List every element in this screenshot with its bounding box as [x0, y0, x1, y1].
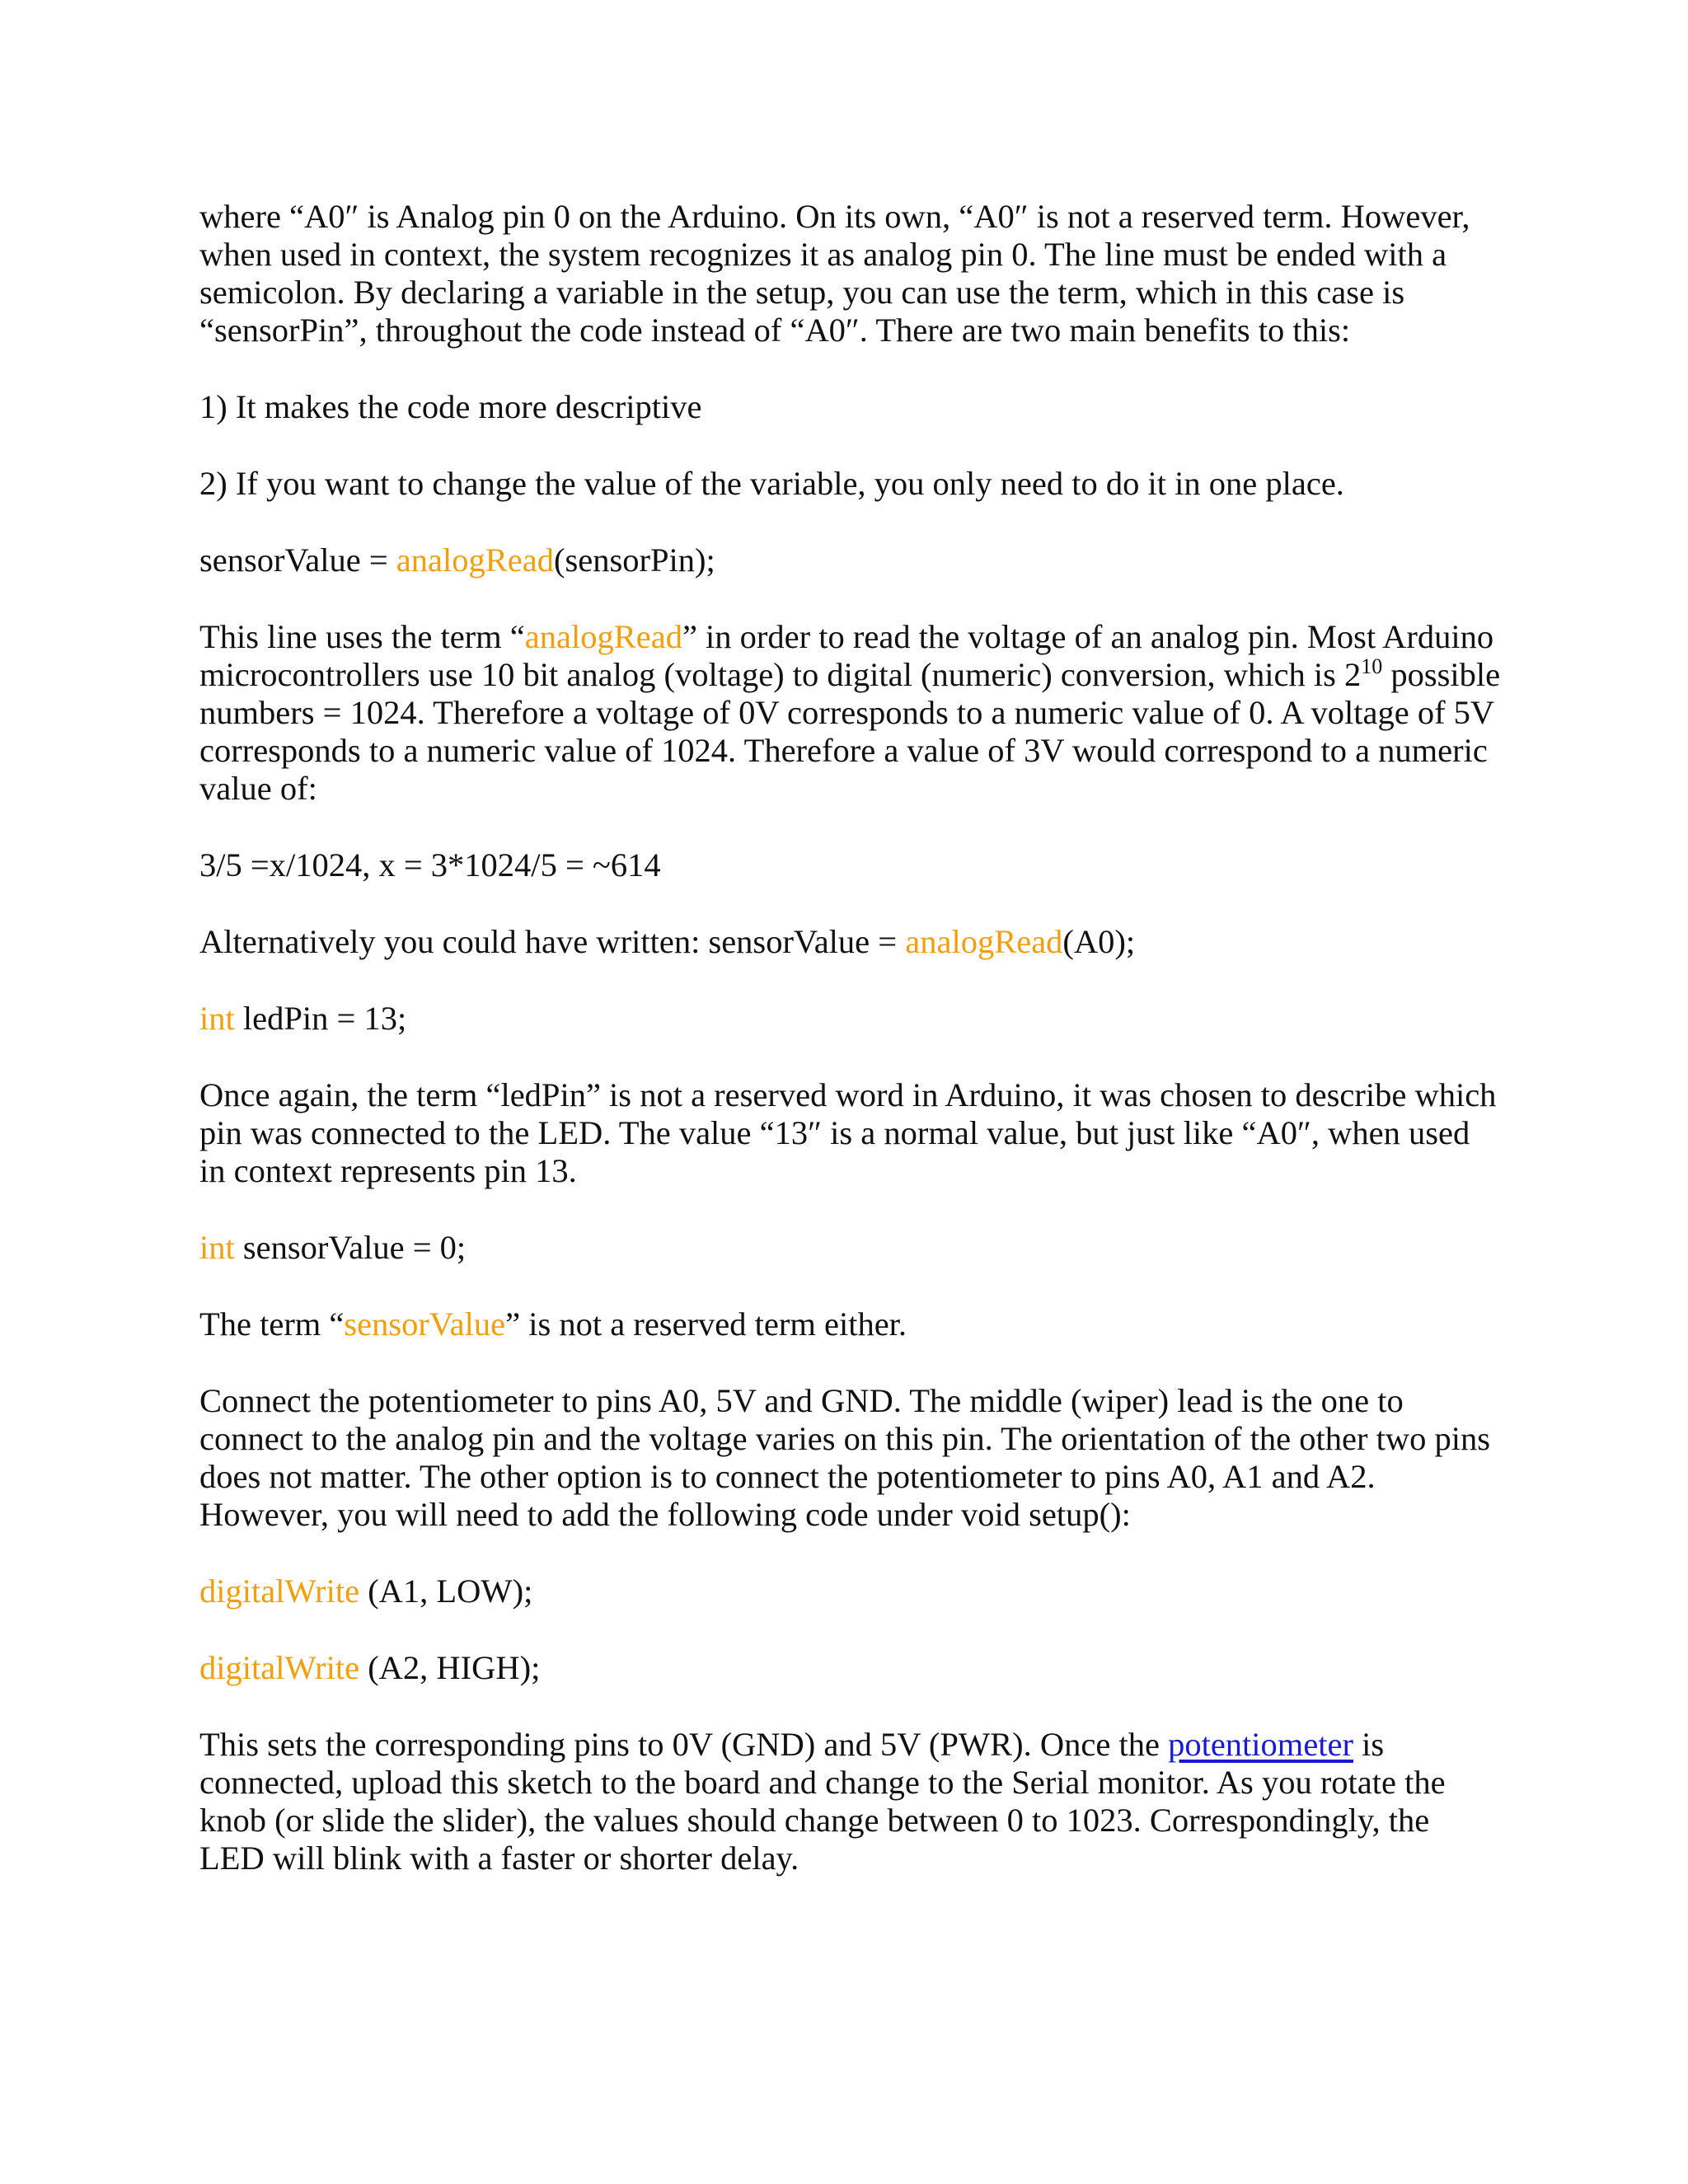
ledpin-paragraph: Once again, the term “ledPin” is not a reserved word in Arduino, it was chosen to describe which pin was connected to the LED. The value “13″ is a normal value, but just like “A0″, when used in context represents pin 13.	[199, 1076, 1497, 1189]
keyword-digitalwrite: digitalWrite	[199, 1649, 360, 1686]
final-paragraph	[199, 1726, 1502, 1877]
keyword-analogread: analogRead	[905, 923, 1063, 960]
intro-paragraph: where “A0″ is Analog pin 0 on the Arduino. On its own, “A0″ is not a reserved term. However, when used in context, the system recognizes it as analog pin 0. The line must be ended with a semicolon. By declaring a variable in the setup, you can use the term, which in this case is “sensorPin”, throughout the code instead of “A0″. There are two main benefits to this:	[199, 198, 1470, 349]
keyword-sensorvalue: sensorValue	[344, 1305, 506, 1343]
keyword-int: int	[199, 1000, 235, 1037]
keyword-analogread: analogRead	[396, 541, 554, 579]
code-line-digitalwrite-a1	[199, 1572, 1502, 1610]
code-text: sensorValue =	[199, 541, 396, 579]
benefit-item-2: 2) If you want to change the value of the variable, you only need to do it in one place.	[199, 465, 1344, 502]
alternative-line	[199, 923, 1502, 961]
code-text: (A0);	[1062, 923, 1136, 960]
formula-line: 3/5 =x/1024, x = 3*1024/5 = ~614	[199, 846, 661, 883]
keyword-int: int	[199, 1229, 235, 1266]
paragraph-text: is connected, upload this sketch to the board and change to the Serial monitor. As you rotate the knob (or slide the slider), the values should change between 0 to 1023. Correspondingly, the LED will blink with a faster or shorter delay.	[199, 1726, 1446, 1877]
analogread-paragraph	[199, 618, 1502, 808]
exponent: 10	[1361, 654, 1383, 678]
sensorvalue-paragraph	[199, 1305, 1502, 1343]
paragraph-text: ” in order to read the voltage of an analog pin. Most Arduino microcontrollers use 10 bit analog (voltage) to digital (numeric) conversion, which is 2	[199, 618, 1494, 693]
document-body	[199, 198, 1502, 1916]
benefit-item-1: 1) It makes the code more descriptive	[199, 388, 702, 425]
code-line-ledpin	[199, 1000, 1502, 1038]
code-text: (sensorPin);	[553, 541, 715, 579]
code-text: (A2, HIGH);	[359, 1649, 541, 1686]
code-text: ledPin = 13;	[234, 1000, 407, 1037]
code-text: (A1, LOW);	[359, 1572, 533, 1610]
paragraph-text: This sets the corresponding pins to 0V (GND) and 5V (PWR). Once the	[199, 1726, 1169, 1763]
code-line-sensor-read	[199, 541, 1502, 579]
potentiometer-link[interactable]: potentiometer	[1168, 1726, 1354, 1763]
paragraph-text: Alternatively you could have written: sensorValue =	[199, 923, 906, 960]
code-line-sensorvalue	[199, 1229, 1502, 1267]
connect-paragraph: Connect the potentiometer to pins A0, 5V and GND. The middle (wiper) lead is the one to connect to the analog pin and the voltage varies on this pin. The orientation of the other two pins does not matter. The other option is to connect the potentiometer to pins A0, A1 and A2. However, you will need to add the following code under void setup():	[199, 1382, 1490, 1533]
code-line-digitalwrite-a2	[199, 1649, 1502, 1687]
paragraph-text: This line uses the term “	[199, 618, 525, 655]
keyword-analogread: analogRead	[524, 618, 682, 655]
code-text: sensorValue = 0;	[234, 1229, 467, 1266]
paragraph-text: The term “	[199, 1305, 345, 1343]
paragraph-text: ” is not a reserved term either.	[505, 1305, 907, 1343]
paragraph-text: possible numbers = 1024. Therefore a voltage of 0V corresponds to a numeric value of 0. A voltage of 5V corresponds to a numeric value of 1024. Therefore a value of 3V would correspond to a numeric value of:	[199, 656, 1501, 807]
keyword-digitalwrite: digitalWrite	[199, 1572, 360, 1610]
